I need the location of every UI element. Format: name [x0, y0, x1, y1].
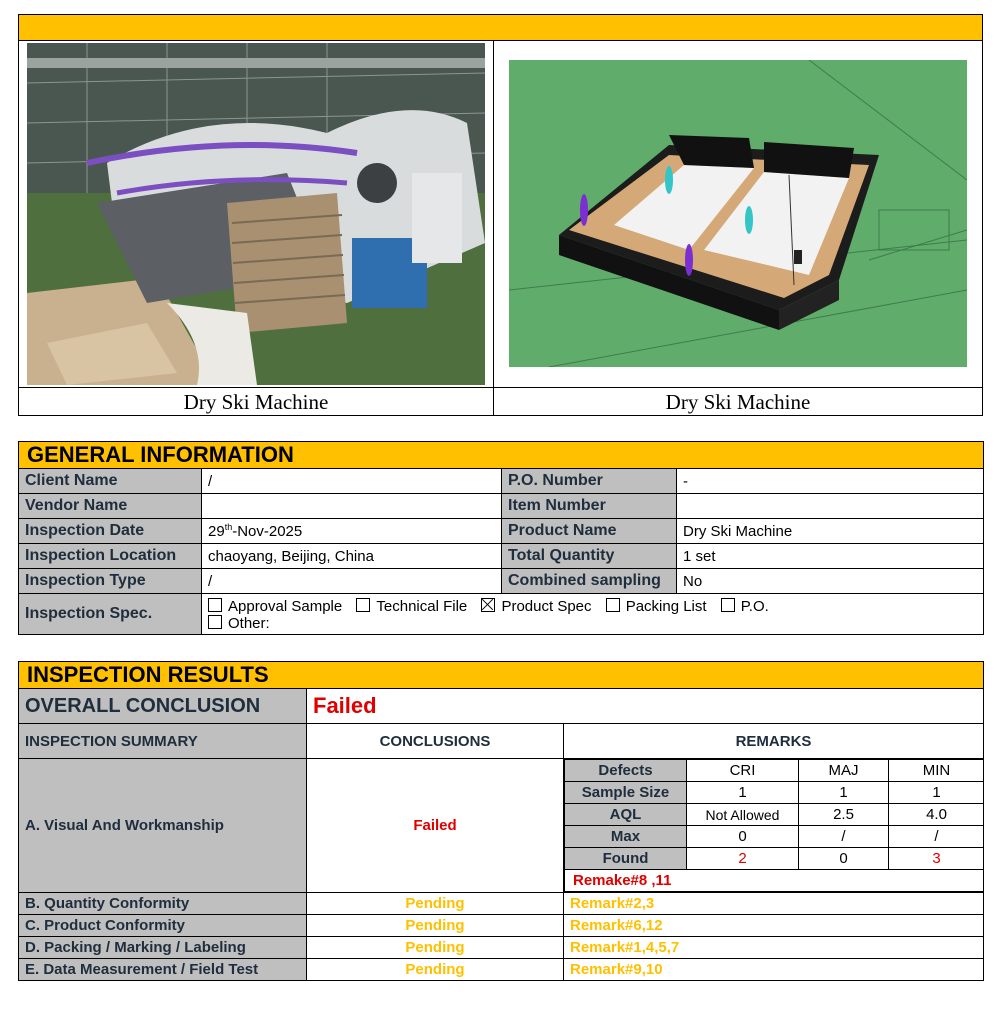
spec-option-product-spec[interactable]: Product Spec — [481, 598, 591, 615]
inspection-location-label: Inspection Location — [19, 544, 202, 569]
inspection-summary-header: INSPECTION SUMMARY — [19, 724, 307, 759]
packing-marking-label: D. Packing / Marking / Labeling — [19, 937, 307, 959]
cri-header: CRI — [687, 760, 799, 782]
ski-machine-render — [509, 60, 967, 367]
visual-workmanship-label: A. Visual And Workmanship — [19, 759, 307, 893]
min-header: MIN — [889, 760, 984, 782]
po-number-value: - — [677, 469, 984, 494]
quantity-conformity-label: B. Quantity Conformity — [19, 893, 307, 915]
overall-conclusion-value: Failed — [307, 689, 984, 724]
checkbox-icon[interactable] — [606, 598, 620, 612]
defects-header: Defects — [565, 760, 687, 782]
defects-header-row — [565, 760, 984, 782]
inspection-spec-label: Inspection Spec. — [19, 594, 202, 635]
checkbox-checked-icon[interactable] — [481, 598, 495, 612]
overall-conclusion-label: OVERALL CONCLUSION — [19, 689, 307, 724]
conclusions-header: CONCLUSIONS — [307, 724, 564, 759]
product-conformity-remark: Remark#6,12 — [564, 915, 984, 937]
product-conformity-conclusion: Pending — [307, 915, 564, 937]
total-quantity-label: Total Quantity — [502, 544, 677, 569]
vendor-name-label: Vendor Name — [19, 494, 202, 519]
vendor-name-value — [202, 494, 502, 519]
defects-table — [564, 759, 984, 892]
table-row — [565, 870, 984, 892]
checkbox-icon[interactable] — [356, 598, 370, 612]
inspection-results-title: INSPECTION RESULTS — [19, 662, 984, 689]
checkbox-icon[interactable] — [208, 615, 222, 629]
inspection-spec-options — [202, 594, 984, 635]
product-name-label: Product Name — [502, 519, 677, 544]
checkbox-icon[interactable] — [721, 598, 735, 612]
maj-header: MAJ — [799, 760, 889, 782]
photo-caption-left: Dry Ski Machine — [183, 390, 329, 414]
table-row: Sample Size 1 1 1 — [565, 782, 984, 804]
general-information-title: GENERAL INFORMATION — [19, 442, 984, 469]
total-quantity-value: 1 set — [677, 544, 984, 569]
item-number-value — [677, 494, 984, 519]
inspection-results-table — [18, 661, 984, 981]
warehouse-photo — [27, 43, 485, 385]
combined-sampling-value: No — [677, 569, 984, 594]
table-row: AQL Not Allowed 2.5 4.0 — [565, 804, 984, 826]
table-row: Max 0 / / — [565, 826, 984, 848]
caption-divider — [18, 387, 983, 388]
photo-divider — [493, 40, 494, 416]
spec-option-technical-file[interactable]: Technical File — [356, 598, 467, 615]
quantity-conformity-conclusion: Pending — [307, 893, 564, 915]
general-information-table — [18, 441, 984, 635]
spec-option-other[interactable]: Other: — [208, 615, 270, 632]
combined-sampling-label: Combined sampling — [502, 569, 677, 594]
inspection-type-value: / — [202, 569, 502, 594]
data-measurement-label: E. Data Measurement / Field Test — [19, 959, 307, 981]
table-row: Found 2 0 3 — [565, 848, 984, 870]
po-number-label: P.O. Number — [502, 469, 677, 494]
product-conformity-label: C. Product Conformity — [19, 915, 307, 937]
inspection-date-label: Inspection Date — [19, 519, 202, 544]
quantity-conformity-remark: Remark#2,3 — [564, 893, 984, 915]
packing-marking-remark: Remark#1,4,5,7 — [564, 937, 984, 959]
spec-option-approval-sample[interactable]: Approval Sample — [208, 598, 342, 615]
client-name-label: Client Name — [19, 469, 202, 494]
spec-option-packing-list[interactable]: Packing List — [606, 598, 707, 615]
remarks-header: REMARKS — [564, 724, 984, 759]
spec-option-po[interactable]: P.O. — [721, 598, 769, 615]
visual-workmanship-conclusion: Failed — [307, 759, 564, 893]
inspection-location-value: chaoyang, Beijing, China — [202, 544, 502, 569]
inspection-type-label: Inspection Type — [19, 569, 202, 594]
packing-marking-conclusion: Pending — [307, 937, 564, 959]
data-measurement-conclusion: Pending — [307, 959, 564, 981]
product-name-value: Dry Ski Machine — [677, 519, 984, 544]
visual-remark: Remake#8 ,11 — [565, 870, 984, 892]
inspection-date-value: 29th-Nov-2025 — [202, 519, 502, 544]
client-name-value: / — [202, 469, 502, 494]
data-measurement-remark: Remark#9,10 — [564, 959, 984, 981]
photo-caption-right: Dry Ski Machine — [665, 390, 811, 414]
checkbox-icon[interactable] — [208, 598, 222, 612]
header-bar — [18, 14, 983, 41]
defects-cell — [564, 759, 984, 893]
item-number-label: Item Number — [502, 494, 677, 519]
